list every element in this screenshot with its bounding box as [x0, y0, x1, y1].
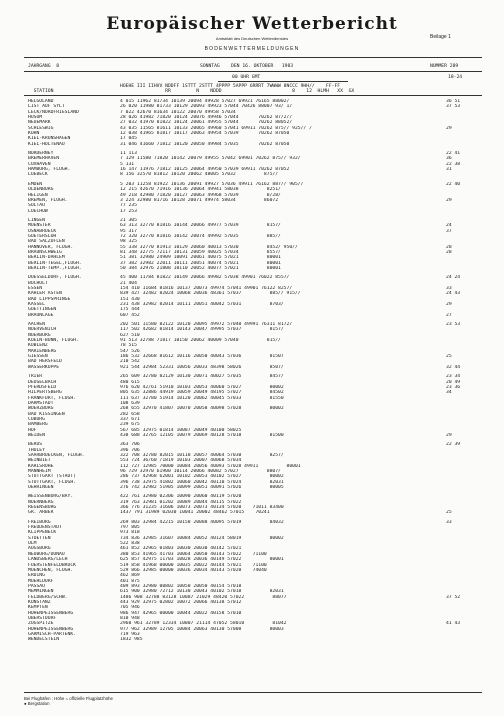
station-observation: 810 948	[120, 615, 140, 621]
station-row	[28, 172, 488, 177]
station-name: FUERSTENFELDBRUCK	[28, 562, 76, 568]
issue-number: NUMMER 289	[430, 64, 459, 69]
station-wind: 24	[446, 223, 452, 229]
station-observation: 921 544 32984 52331 10056 20033 48398 58026 8507/	[120, 364, 284, 370]
station-observation: 519 858 41968 00000 10035 20022 40144 57021 71100	[120, 562, 267, 568]
station-observation: 480 615	[120, 379, 140, 385]
station-observation: 231 438 32982 82014 10111 20051 40042 57031 8703/	[120, 302, 284, 308]
station-wind: 28	[446, 249, 452, 255]
station-wind: 29	[446, 302, 452, 308]
station-name: KEMPTEN	[28, 605, 48, 611]
station-observation: 705 946	[120, 605, 140, 611]
station-observation: 17 045	[120, 136, 137, 142]
station-observation: 567 685 32975 01814 10087 20049 40100 58025	[120, 427, 242, 433]
station-observation: 239 675	[120, 422, 140, 428]
station-observation: 108 639	[120, 400, 140, 406]
station-name: HAMBURG, FLUGH.	[28, 167, 71, 173]
station-observation: 63 313 32770 81816 10144 20066 49977 57039 8157/	[120, 223, 281, 229]
station-wind: 31	[446, 167, 452, 173]
station-observation: 81 348 32775 72117 10131 20059 40025 57034 8557/	[120, 249, 281, 255]
station-name: STOETTEN	[28, 535, 51, 541]
station-name: THOLEY	[28, 447, 45, 453]
station-wind: 23 36	[446, 384, 461, 390]
station-name: FRANKFURT, FLUGH.	[28, 395, 76, 401]
footnote-mountain-station: ● Bergstation	[24, 701, 50, 707]
station-observation: 462 869	[120, 573, 140, 579]
station-name: KARLSRUHE	[28, 463, 54, 469]
station-observation: 17 253	[120, 208, 137, 214]
station-name: KAHLER ASTEN	[28, 291, 62, 297]
station-name: HELGOLAND	[28, 99, 54, 104]
station-name: SAARBRUECKEN, FLUGH.	[28, 452, 85, 458]
station-name: ULM	[28, 541, 37, 547]
station-name: BRAUNSCHWEIG	[28, 249, 62, 255]
station-name: WEISSENBURG/BAY.	[28, 494, 74, 500]
station-name: NEUEMARK	[28, 120, 51, 126]
station-observation: 443 929 32975 02802 10072 20066 40138 57012	[120, 599, 242, 605]
station-row	[28, 313, 488, 318]
station-name: SOLTAU	[28, 203, 45, 209]
station-name: HILPERTSBERG	[28, 390, 62, 396]
station-observation: 805 635 32886 44919 10059 20049 48195 57027 84502	[120, 390, 284, 396]
station-observation: 422 761 32980 02306 10090 20060 40119 57020	[120, 494, 242, 500]
station-observation: 45 400 11784 81822 10149 20066 49982 57038 49901 76022 8557/	[120, 275, 290, 281]
column-header	[28, 84, 53, 94]
station-wind: 29	[446, 125, 452, 131]
station-observation: 461 852 32965 01803 10030 20030 40142 57021	[120, 546, 242, 552]
station-name: MUENCHEN, FLUGH.	[28, 567, 74, 573]
station-name: BAD KISSINGEN	[28, 411, 65, 417]
station-name: BRAUNLAGE	[28, 312, 54, 318]
table-rule	[24, 95, 482, 96]
station-name: KLIPPENECK	[28, 530, 57, 536]
station-row	[28, 485, 488, 490]
station-name: NUERNBERG	[28, 499, 54, 505]
station-name: OEHRINGEN	[28, 485, 54, 491]
station-name: FELDBERG/SCHW.	[28, 594, 68, 600]
wind-period: 18-24	[448, 75, 463, 80]
station-name: KASSEL	[28, 302, 45, 308]
station-observation: 210 542	[120, 359, 140, 365]
station-wind: 34	[446, 390, 452, 396]
station-name: LUECHOW	[28, 208, 48, 214]
station-name: GARMISCH-PARTENK.	[28, 631, 76, 637]
station-wind: 29	[446, 432, 452, 438]
station-observation: 322 708 32780 82015 10118 20057 40064 57030 8257/	[120, 452, 284, 458]
station-wind: 28	[446, 244, 452, 250]
station-name: BOCHOLT	[28, 280, 48, 286]
station-name: NOERVENICH	[28, 327, 57, 333]
station-wind: 33	[446, 519, 452, 525]
station-observation: 12 038 41965 81817 10117 20063 49954 57039 70262 87050	[120, 131, 290, 137]
station-wind: 33	[446, 286, 452, 291]
station-observation: 91 513 32788 71817 10150 20062 40009 57040 815//	[120, 338, 281, 344]
station-observation: 380 853 41965 41703 10064 20050 40143 57022 71100	[120, 551, 267, 557]
station-name: KOELN-BONN, FLUGH.	[28, 338, 79, 344]
observation-time: 00 UHR GMT	[232, 75, 261, 80]
station-name: LECK/NORDFRIESLAND	[28, 109, 79, 115]
station-wind: 41 43	[446, 621, 461, 627]
station-observation: 16 147 11976 71812 10125 20064 49950 57039 69911 70262 87052	[120, 167, 290, 173]
station-observation: 37 382 32982 22011 10111 20051 40074 57021 80001	[120, 260, 281, 266]
station-name: HOHENPEISSENBERG	[28, 610, 74, 616]
station-observation: 839 427 32482 82024 10068 20036 48361 57037 885// 915//	[120, 291, 301, 297]
station-name: HANNOVER, FLUGH.	[28, 244, 74, 250]
station-name: BREMERHAVEN	[28, 156, 60, 162]
issue-date: SONNTAG DEN 16. OKTOBER 1983	[200, 64, 294, 69]
station-name: BERLIN-TEMP.,FLUGH.	[28, 265, 82, 271]
station-name: LUEBECK	[28, 172, 48, 178]
code-column-labels: HOEHE III IIHVV NDDFF 1STTT 2STTT 4PPPP 5APPP 6RRRT 7WWWW 8NCCC 9HH// FF-FF	[120, 84, 341, 89]
station-observation: 986 947 42965 00000 10044 20022 40158 57010	[120, 610, 242, 616]
jahrgang: JAHRGANG 8	[28, 64, 60, 69]
station-name: WENDELSTEIN	[28, 637, 60, 643]
station-wind: 24 43	[446, 291, 461, 297]
station-observation: 112 727 12985 70000 10084 20056 40093 57028 49911 80001	[120, 463, 301, 469]
station-observation: 627 510	[120, 332, 140, 338]
station-observation: 319 763 32981 01202 10089 20044 40115 57022	[120, 499, 242, 505]
station-name: HELIGEN	[28, 192, 48, 198]
station-name: DUESSELDORF, FLUGH.	[28, 275, 82, 281]
station-name: MEMMINGEN	[28, 589, 54, 595]
station-wind: 32 44	[446, 364, 461, 370]
station-wind: 22 41	[446, 151, 461, 157]
station-name: KIEL-HOLTENAU	[28, 141, 65, 147]
station-observation: 366 776 31235 31606 10073 20073 40134 57020 71011 83400	[120, 505, 284, 511]
station-name: GOETTINGEN	[28, 307, 57, 313]
station-name: ZUGSPITZE	[28, 621, 54, 627]
station-wind: 27	[446, 312, 452, 318]
bulletin-title: Europäischer Wetterbericht	[106, 14, 398, 34]
station-observation: 719 963	[120, 631, 140, 637]
station-name: NORDERNEY	[28, 151, 54, 157]
station-observation: 3 224 32980 81716 10128 20071 49974 58034 86072	[120, 197, 279, 203]
station-name: PFERDSFELD	[28, 384, 57, 390]
station-name: NUERBURG	[28, 332, 51, 338]
station-row	[28, 510, 488, 515]
station-observation: 21 305	[120, 217, 137, 223]
code-column-sublabels: RR N NDDD 8 12 HLMH XX GX	[120, 89, 355, 94]
station-name: DEUSELBACH	[28, 379, 57, 385]
station-wind: 25	[446, 510, 452, 516]
station-observation: 11 113	[120, 151, 137, 157]
station-name: PASSAU	[28, 583, 45, 589]
station-row	[28, 209, 488, 214]
header-rule-bottom	[24, 71, 482, 72]
station-table	[28, 99, 488, 643]
station-wind: 37 53	[446, 104, 461, 110]
station-observation: 547 526	[120, 348, 140, 354]
station-observation: 95 317	[120, 228, 137, 234]
station-observation: 438 688 32765 12105 10079 20069 40128 57018 81500	[120, 432, 284, 438]
station-wind: 24 24	[446, 275, 461, 281]
station-name: BAD HERSFELD	[28, 359, 62, 365]
station-name: OLDENBURG	[28, 187, 54, 193]
station-name: MANNHEIM	[28, 469, 51, 474]
station-observation: 522 838	[120, 541, 140, 547]
station-observation: 4 015 11962 81734 10139 20094 49928 57027 69921 76165 88002/	[120, 99, 290, 104]
station-name: KOBLENZ	[28, 343, 48, 349]
beilage-label: Beilage 1	[430, 34, 451, 40]
station-name: OBERSTDORF	[28, 615, 57, 621]
station-name: BERLIN-DAHLEM	[28, 255, 65, 261]
station-row	[28, 142, 488, 147]
station-observation: 49 218 42980 71820 10127 20063 49968 57039 8/28/	[120, 192, 281, 198]
station-observation: 175 444	[120, 307, 140, 313]
station-name: STUTTGART, FLUGH.	[28, 479, 76, 485]
station-name: KOHN	[28, 131, 40, 137]
station-name: EMDEN	[28, 181, 43, 187]
station-name: TRIER	[28, 374, 43, 380]
station-observation: 7 022 42670 81634 10122 20070 49958 57034	[120, 109, 236, 115]
station-observation: 111 637 32780 51914 10120 20062 40045 57033 81550	[120, 395, 284, 401]
station-row	[28, 637, 488, 642]
station-observation: 269 803 32984 42215 10158 20088 40095 57019 84032	[120, 519, 284, 525]
station-observation: 337 671	[120, 416, 140, 422]
station-wind: 22 40	[446, 181, 461, 187]
station-observation: 7 129 11580 71820 10142 20079 49955 57042 69901 70262 875// 932/	[120, 156, 301, 162]
station-observation: 2960 961 32789 12334 10007 21114 47052 58010 81042	[120, 621, 287, 627]
station-row	[28, 266, 488, 271]
station-observation: 43 035 11565 81611 10133 20065 49960 57041 69911 70262 875// 925// /	[120, 125, 312, 131]
station-observation: 31 046 41660 71812 10120 20050 49984 57035 70262 87050	[120, 141, 290, 147]
station-column-label: STATION	[33, 89, 54, 94]
station-name: KONSTANZ	[28, 599, 51, 605]
station-observation: 50 384 32976 21808 10110 20052 40077 57021 80001	[120, 265, 281, 271]
station-observation: 12 215 42670 71916 10136 20064 49941 58038 8251/	[120, 187, 281, 193]
station-wind: 23 34	[446, 374, 461, 380]
station-name: WASSERKUPPE	[28, 364, 60, 370]
station-wind: 22 39	[446, 442, 461, 448]
station-name: MUEHLDORF	[28, 578, 54, 584]
station-name: WEIDEN	[28, 432, 45, 438]
station-observation: 98 325	[120, 239, 137, 245]
station-name: BAMBERG	[28, 422, 48, 428]
station-observation: 117 502 42682 81814 10143 20047 49995 57037 8157/	[120, 327, 284, 333]
station-name: FREUDENSTADT	[28, 525, 62, 531]
station-observation: 401 875	[120, 578, 140, 584]
station-observation: 363 706	[120, 442, 140, 448]
station-observation: 615 900 32980 72712 10130 20043 40102 57018 82031	[120, 589, 284, 595]
header-rule-top	[24, 57, 482, 58]
station-name: BERUS	[28, 442, 43, 448]
station-name: DARMSTADT	[28, 400, 54, 406]
station-name: MUENSTER	[28, 223, 51, 229]
footer-rule	[24, 692, 482, 693]
station-observation: 5 131	[120, 161, 135, 167]
footnotes	[24, 696, 113, 706]
station-name: GR. ARBER	[28, 510, 54, 516]
bulletin-subtitle: Amtsblatt des Deutschen Wetterdienstes	[215, 36, 289, 41]
station-name: SCHLESWIG	[28, 125, 54, 131]
station-row	[28, 433, 488, 438]
station-name: STUTTGART (STADT)	[28, 474, 76, 480]
station-observation: 1437 791 31989 02030 10041 20002 48462 57015 70241	[120, 510, 270, 516]
station-observation: 734 836 32985 31607 10084 20052 40124 58019 80002	[120, 535, 284, 541]
station-observation: 977 962 32989 12705 10084 20063 40130 57008 80003	[120, 626, 284, 632]
time-rule	[218, 81, 348, 82]
station-name: AUGSBURG	[28, 546, 51, 552]
station-observation: 5 203 11258 81922 10136 20091 49927 57036 49911 76162 887// 905//	[120, 181, 304, 187]
station-observation: 286 737 42968 62001 10102 20053 40102 57027 80002	[120, 474, 284, 480]
footnote-airport-height: Bei Flughäfen : Höhe = offizielle Flugplatzhöhe	[24, 696, 113, 701]
station-name: HUSUM	[28, 115, 43, 121]
station-name: LANDSBERG/LECH	[28, 557, 68, 563]
station-observation: 276 742 32982 51905 10099 20051 40091 57026 80005	[120, 485, 284, 491]
station-name: BAD SALZUFLEN	[28, 239, 65, 245]
station-observation: 78 515	[120, 343, 137, 349]
section-title: BODENWETTERMELDUNGEN	[204, 46, 300, 52]
station-observation: 553 724 36/60 /1819 10103 20007 40068 57034	[120, 458, 242, 464]
station-observation: 8 156 32570 81812 10120 20062 48005 57032 875//	[120, 172, 279, 178]
station-observation: 1486 908 32788 83128 10087 21029 48420 57022 88077	[120, 594, 287, 600]
station-name: HOHENPEISSENBERG	[28, 626, 74, 632]
station-observation: 21 404	[120, 280, 137, 286]
station-name: COBURG	[28, 416, 45, 422]
station-wind: 36	[446, 156, 452, 162]
station-observation: 607 452	[120, 312, 140, 318]
station-name: ERDING	[28, 573, 45, 579]
station-wind: 23 53	[446, 322, 461, 328]
station-name: BAD LIPPSPRINGE	[28, 296, 71, 302]
station-name: WUERZBURG	[28, 406, 54, 412]
station-wind: 20 49	[446, 379, 461, 385]
station-observation: 268 655 32970 41807 10070 20058 40098 57028 80002	[120, 406, 284, 412]
station-wind: 29	[446, 197, 452, 203]
station-observation: 976 620 42/61 51910 10103 20053 40060 57027 80002	[120, 384, 284, 390]
station-name: OSNABRUECK	[28, 228, 57, 234]
station-observation: 202 501 11580 82122 10120 20095 49972 57040 49991 76311 8172/	[120, 322, 293, 328]
station-observation: 27 032 41970 81822 10124 20061 49955 57044 70262 88052/	[120, 120, 293, 126]
station-name: REGENSBURG	[28, 505, 57, 511]
station-observation: 797 805	[120, 525, 140, 531]
station-observation: 72 320 32770 81816 10142 20074 49992 57035 885//	[120, 233, 281, 239]
station-row	[28, 365, 488, 370]
station-wind: 22 38	[446, 161, 461, 167]
station-observation: 625 857 42975 11703 10028 20036 40149 57022 80001	[120, 557, 284, 563]
station-observation: 96 729 32970 61900 10114 20066 40082 57027 8807/	[120, 469, 281, 474]
station-observation: 529 866 32985 00000 10036 20034 40143 57020 74040	[120, 567, 267, 573]
station-name: LIST AUF SYLT	[28, 104, 65, 110]
station-name: MARIENBERG	[28, 348, 57, 354]
station-observation: 1832 985	[120, 637, 143, 643]
station-name: AACHEN	[28, 322, 45, 328]
station-observation: 51 381 32980 24909 10091 20061 40075 57021 80001	[120, 255, 281, 261]
station-name: KIEL-KRONSHAGEN	[28, 136, 71, 142]
station-observation: 265 609 32780 82129 10130 20071 40027 57035 8457/	[120, 374, 284, 380]
station-name: GIESSEN	[28, 354, 48, 360]
station-observation: 151 430	[120, 296, 140, 302]
station-name: ESSEN	[28, 286, 43, 291]
station-observation: 55 338 32770 81913 10129 20060 40013 57030 8452/ 950//	[120, 244, 298, 250]
station-observation: 77 235	[120, 203, 137, 209]
station-observation: 186 532 32668 81612 10116 20050 40043 57036 81507	[120, 354, 284, 360]
station-wind: 37 52	[446, 594, 461, 600]
station-observation: 396 738 32975 41802 10060 20042 40110 57024 82031	[120, 479, 284, 485]
station-name: LINGEN	[28, 217, 45, 223]
station-name: BREMEN, FLUGH.	[28, 197, 68, 203]
station-name: CUXHAVEN	[28, 161, 51, 167]
station-observation: 973 818	[120, 530, 140, 536]
station-name: HOF	[28, 427, 37, 433]
station-observation: 282 658	[120, 411, 140, 417]
station-name: NEUBURG/DONAU	[28, 551, 65, 557]
station-name: GUETERSLOH	[28, 233, 57, 239]
station-observation: 396 706	[120, 447, 140, 453]
station-name: BERLIN-TEGEL,FLUGH.	[28, 260, 82, 266]
station-name: WEINBIET	[28, 458, 51, 464]
station-wind: 25	[446, 354, 452, 360]
station-wind: 37	[446, 228, 452, 234]
station-observation: 28 026 41982 71820 10124 20076 49946 57044 70262 87/2//	[120, 115, 293, 121]
station-observation: 26 020 11980 81733 10129 20093 49923 57044 70426 88007 93/ 1/	[120, 104, 293, 110]
station-name: FREIBURG	[28, 519, 51, 525]
station-observation: 409 893 32980 00802 10050 20050 40154 57018	[120, 583, 242, 589]
station-observation: 154 410 11684 81816 10137 20073 49974 57041 49901 76122 8257/	[120, 286, 293, 291]
station-wind: 36 51	[446, 99, 461, 104]
